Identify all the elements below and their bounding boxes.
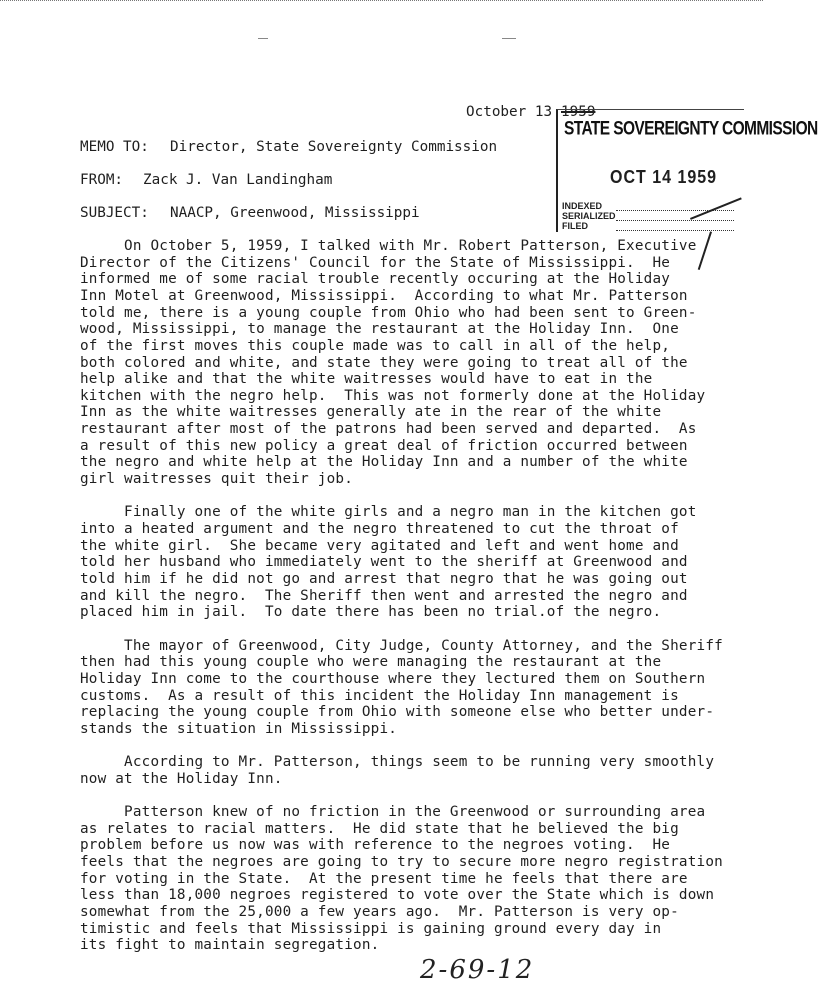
memo-body-line: somewhat from the 25,000 a few years ago. Mr. Patterson is very op- (80, 904, 679, 920)
memo-body-line: less than 18,000 negroes registered to vote over the State which is down (80, 887, 715, 903)
subject-value: NAACP, Greenwood, Mississippi (170, 205, 420, 221)
memo-body-line: The mayor of Greenwood, City Judge, County Attorney, and the Sheriff (80, 638, 723, 654)
memo-body-line: timistic and feels that Mississippi is gaining ground every day in (80, 921, 662, 937)
memo-body-line: placed him in jail. To date there has been no trial.of the negro. (80, 604, 662, 620)
memo-body-line: into a heated argument and the negro threatened to cut the throat of (80, 521, 679, 537)
memo-to-value: Director, State Sovereignty Commission (170, 139, 498, 155)
memo-body-line: feels that the negroes are going to try to secure more negro registration (80, 854, 723, 870)
memo-body-line: informed me of some racial trouble recently occuring at the Holiday (80, 271, 671, 287)
stamp-title: STATE SOVEREIGNTY COMMISSION (564, 118, 818, 140)
memo-body-line: of the first moves this couple made was to call in all of the help, (80, 338, 671, 354)
memo-body-line: the white girl. She became very agitated and left and went home and (80, 538, 679, 554)
memo-body-line: On October 5, 1959, I talked with Mr. Robert Patterson, Executive (80, 238, 697, 254)
memo-body-line: wood, Mississippi, to manage the restaurant at the Holiday Inn. One (80, 321, 679, 337)
handwritten-check-mark (698, 231, 712, 270)
memo-body-line: told him if he did not go and arrest that negro that he was going out (80, 571, 688, 587)
stamp-blank-filed (616, 230, 734, 231)
memo-body-line: and kill the negro. The Sheriff then went and arrested the negro and (80, 588, 688, 604)
memo-body-line: According to Mr. Patterson, things seem to be running very smoothly (80, 754, 715, 770)
memo-body-line: restaurant after most of the patrons had been served and departed. As (80, 421, 697, 437)
memo-body-line: told her husband who immediately went to the sheriff at Greenwood and (80, 554, 688, 570)
received-stamp (556, 109, 818, 232)
page-top-edge (0, 0, 763, 5)
memo-body-line: Patterson knew of no friction in the Greenwood or surrounding area (80, 804, 706, 820)
from-value: Zack J. Van Landingham (143, 172, 333, 188)
memo-body-line: told me, there is a young couple from Ohio who had been sent to Green- (80, 305, 697, 321)
memo-body-line: both colored and white, and state they were going to treat all of the (80, 355, 688, 371)
memo-body-line: now at the Holiday Inn. (80, 771, 283, 787)
memo-body-line: replacing the young couple from Ohio with someone else who better under- (80, 704, 715, 720)
memo-body-line: Inn Motel at Greenwood, Mississippi. According to what Mr. Patterson (80, 288, 688, 304)
memo-body-line: Holiday Inn come to the courthouse where they lectured them on Southern (80, 671, 706, 687)
memo-body-line: help alike and that the white waitresses would have to eat in the (80, 371, 653, 387)
memo-body-line: kitchen with the negro help. This was not formerly done at the Holiday (80, 388, 706, 404)
memo-body-line: its fight to maintain segregation. (80, 937, 380, 953)
memo-body-line: the negro and white help at the Holiday Inn and a number of the white (80, 454, 688, 470)
memo-body-line: Director of the Citizens' Council for the State of Mississippi. He (80, 255, 671, 271)
memo-body-line: problem before us now was with reference to the negroes voting. He (80, 837, 671, 853)
memo-body-line: girl waitresses quit their job. (80, 471, 354, 487)
stamp-blank-indexed (616, 210, 734, 211)
stamp-field-filed: FILED (562, 221, 588, 231)
from-label: FROM: (80, 172, 124, 188)
memo-body-line: customs. As a result of this incident the Holiday Inn management is (80, 688, 679, 704)
memo-body-line: stands the situation in Mississippi. (80, 721, 398, 737)
memo-date: October 13 (466, 104, 553, 120)
handwritten-file-number: 2-69-12 (420, 955, 535, 985)
stamp-received-date: OCT 14 1959 (610, 168, 718, 188)
memo-date-year-struck: 1959 (561, 104, 596, 120)
stamp-field-serialized: SERIALIZED (562, 211, 616, 221)
memo-body-line: Inn as the white waitresses generally ate in the rear of the white (80, 404, 662, 420)
stamp-field-indexed: INDEXED (562, 201, 603, 211)
memo-to-label: MEMO TO: (80, 139, 149, 155)
scan-speck (502, 38, 516, 39)
memo-body-line: a result of this new policy a great deal of friction occurred between (80, 438, 688, 454)
scan-speck (258, 38, 268, 39)
memo-body-line: then had this young couple who were managing the restaurant at the (80, 654, 662, 670)
subject-label: SUBJECT: (80, 205, 149, 221)
memo-body-line: as relates to racial matters. He did state that he believed the big (80, 821, 679, 837)
memo-body-line: Finally one of the white girls and a negro man in the kitchen got (80, 504, 697, 520)
stamp-blank-serialized (616, 220, 734, 221)
memo-body-line: for voting in the State. At the present time he feels that there are (80, 871, 688, 887)
